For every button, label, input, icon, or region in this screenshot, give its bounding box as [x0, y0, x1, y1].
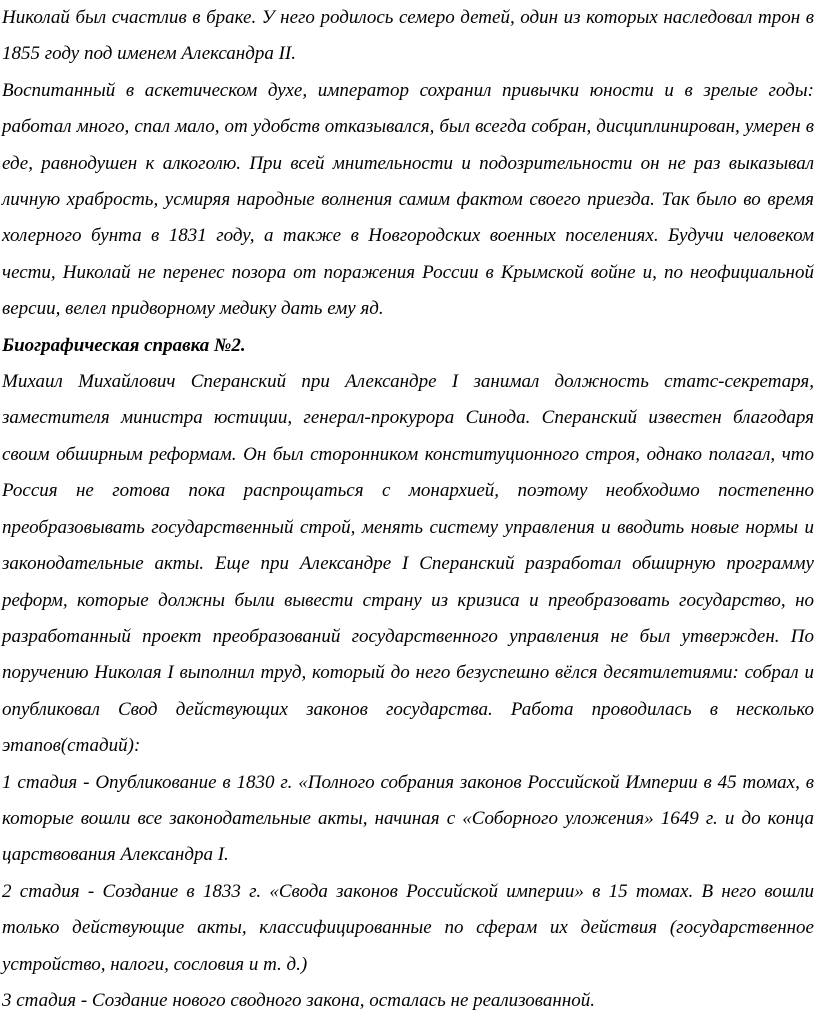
- paragraph-children: Николай был счастлив в браке. У него родилось семеро детей, один из которых наследовал трон в 1855 году под именем Александра II.: [2, 7, 814, 65]
- paragraph-speransky: Михаил Михайлович Сперанский при Александре I занимал должность статс-секретаря, заместителя министра юстиции, генерал-прокурора Синода. Сперанский известен благодаря своим обширным реформам. Он был сторонником конституционного строя, однако полагал, что Россия не готова пока распрощаться с монархией, поэтому необходимо постепенно преобразовывать государственный строй, менять систему управления и вводить новые нормы и законодательные акты. Еще при Александре I Сперанский разработал обширную программу реформ, которые должны были вывести страну из кризиса и преобразовать государство, но разработанный проект преобразований государственного управления не был утвержден. По поручению Николая I выполнил труд, который до него безуспешно вёлся десятилетиями: собрал и опубликовал Свод действующих законов государства. Работа проводилась в несколько этапов(стадий):: [2, 371, 814, 757]
- paragraph-character: Воспитанный в аскетическом духе, император сохранил привычки юности и в зрелые годы: работал много, спал мало, от удобств отказывался, был всегда собран, дисциплинирован, умерен в еде, равнодушен к алкоголю. При всей мнительности и подозрительности он не раз выказывал личную храбрость, усмиряя народные волнения самим фактом своего приезда. Так было во время холерного бунта в 1831 году, а также в Новгородских военных поселениях. Будучи человеком чести, Николай не перенес позора от поражения России в Крымской войне и, по неофициальной версии, велел придворному медику дать ему яд.: [2, 79, 814, 320]
- paragraph-stage-1: 1 стадия - Опубликование в 1830 г. «Полного собрания законов Российской Империи в 45 томах, в которые вошли все законодательные акты, начиная с «Соборного уложения» 1649 г. и до конца царствования Александра I.: [2, 771, 814, 866]
- paragraph-stage-2: 2 стадия - Создание в 1833 г. «Свода законов Российской империи» в 15 томах. В него вошли только действующие акты, классифицированные по сферам их действия (государственное устройство, налоги, сословия и т. д.): [2, 880, 814, 975]
- section-heading: Биографическая справка №2.: [2, 334, 246, 356]
- paragraph-stage-3: 3 стадия - Создание нового сводного закона, осталась не реализованной.: [2, 989, 595, 1011]
